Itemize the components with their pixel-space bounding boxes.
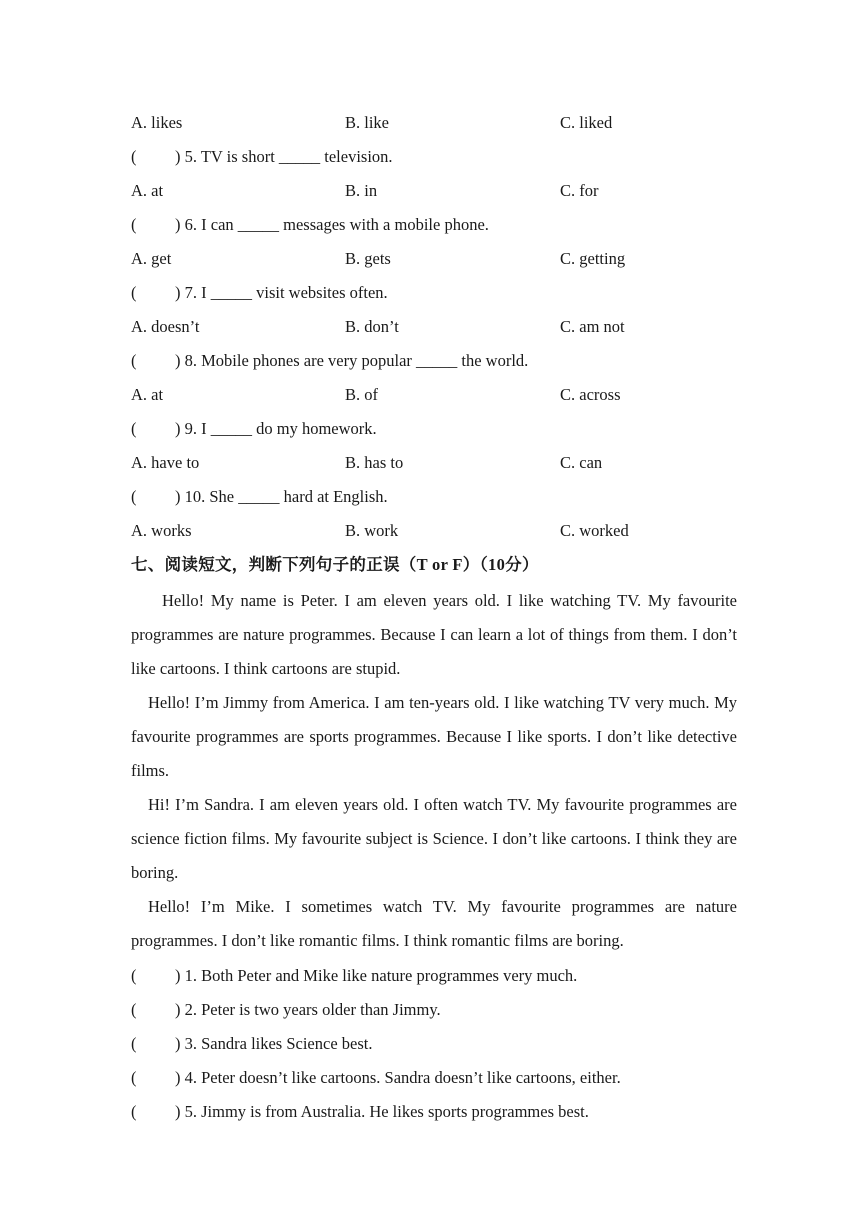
option-a: A. have to <box>131 453 200 472</box>
answer-paren[interactable]: ( <box>131 1034 137 1053</box>
option-a: A. at <box>131 385 164 404</box>
question-text: ) 8. Mobile phones are very popular _____ the world. <box>175 351 529 370</box>
question-6 <box>131 208 741 242</box>
answer-paren[interactable]: ( <box>131 283 137 302</box>
answer-paren[interactable]: ( <box>131 966 137 985</box>
option-b: B. has to <box>345 453 404 472</box>
passage-mike: Hello! I’m Mike. I sometimes watch TV. My favourite programmes are nature programmes. I don’t like romantic films. I think romantic films are boring. <box>131 897 737 950</box>
answer-paren[interactable]: ( <box>131 147 137 166</box>
answer-paren[interactable]: ( <box>131 419 137 438</box>
option-c: C. for <box>560 181 599 200</box>
options-row-q8 <box>131 378 741 412</box>
option-c: C. am not <box>560 317 625 336</box>
statement-1 <box>131 959 741 993</box>
options-row-q6 <box>131 242 741 276</box>
option-a: A. at <box>131 181 164 200</box>
options-row-q10 <box>131 514 741 548</box>
answer-paren[interactable]: ( <box>131 215 137 234</box>
statement-3 <box>131 1027 741 1061</box>
question-8 <box>131 344 741 378</box>
question-5 <box>131 140 741 174</box>
passage-sandra: Hi! I’m Sandra. I am eleven years old. I often watch TV. My favourite programmes are science fiction films. My favourite subject is Science. I don’t like cartoons. I think they are boring. <box>131 795 737 882</box>
options-row-q9 <box>131 446 741 480</box>
option-c: C. getting <box>560 249 626 268</box>
answer-paren[interactable]: ( <box>131 351 137 370</box>
option-a: A. get <box>131 249 172 268</box>
statement-2 <box>131 993 741 1027</box>
statement-text: ) 1. Both Peter and Mike like nature programmes very much. <box>175 966 578 985</box>
question-text: ) 5. TV is short _____ television. <box>175 147 393 166</box>
statement-text: ) 3. Sandra likes Science best. <box>175 1034 373 1053</box>
option-a: A. doesn’t <box>131 317 200 336</box>
answer-paren[interactable]: ( <box>131 1102 137 1121</box>
question-10 <box>131 480 741 514</box>
statement-4 <box>131 1061 741 1095</box>
option-c: C. can <box>560 453 603 472</box>
passage-peter: Hello! My name is Peter. I am eleven years old. I like watching TV. My favourite programmes are nature programmes. Because I can learn a lot of things from them. I don’t like cartoons. I think cartoons are stupid. <box>131 591 737 678</box>
option-b: B. gets <box>345 249 391 268</box>
statement-text: ) 5. Jimmy is from Australia. He likes sports programmes best. <box>175 1102 589 1121</box>
option-a: A. works <box>131 521 192 540</box>
question-text: ) 6. I can _____ messages with a mobile phone. <box>175 215 489 234</box>
options-row-q7 <box>131 310 741 344</box>
question-7 <box>131 276 741 310</box>
option-c: C. worked <box>560 521 629 540</box>
question-text: ) 10. She _____ hard at English. <box>175 487 388 506</box>
option-c: C. across <box>560 385 621 404</box>
passage-jimmy: Hello! I’m Jimmy from America. I am ten-years old. I like watching TV very much. My favourite programmes are sports programmes. Because I like sports. I don’t like detective films. <box>131 693 737 780</box>
option-a: A. likes <box>131 113 183 132</box>
answer-paren[interactable]: ( <box>131 1068 137 1087</box>
option-b: B. don’t <box>345 317 399 336</box>
question-text: ) 7. I _____ visit websites often. <box>175 283 388 302</box>
statement-text: ) 4. Peter doesn’t like cartoons. Sandra doesn’t like cartoons, either. <box>175 1068 621 1087</box>
statement-5 <box>131 1095 741 1129</box>
option-b: B. in <box>345 181 378 200</box>
answer-paren[interactable]: ( <box>131 487 137 506</box>
options-row-q5 <box>131 174 741 208</box>
question-text: ) 9. I _____ do my homework. <box>175 419 377 438</box>
section-heading: 七、阅读短文，判断下列句子的正误（T or F）（10分） <box>131 555 539 574</box>
option-b: B. work <box>345 521 399 540</box>
option-b: B. of <box>345 385 378 404</box>
option-c: C. liked <box>560 113 613 132</box>
statement-text: ) 2. Peter is two years older than Jimmy. <box>175 1000 441 1019</box>
question-9 <box>131 412 741 446</box>
option-b: B. like <box>345 113 389 132</box>
answer-paren[interactable]: ( <box>131 1000 137 1019</box>
options-row-q4 <box>131 106 741 140</box>
